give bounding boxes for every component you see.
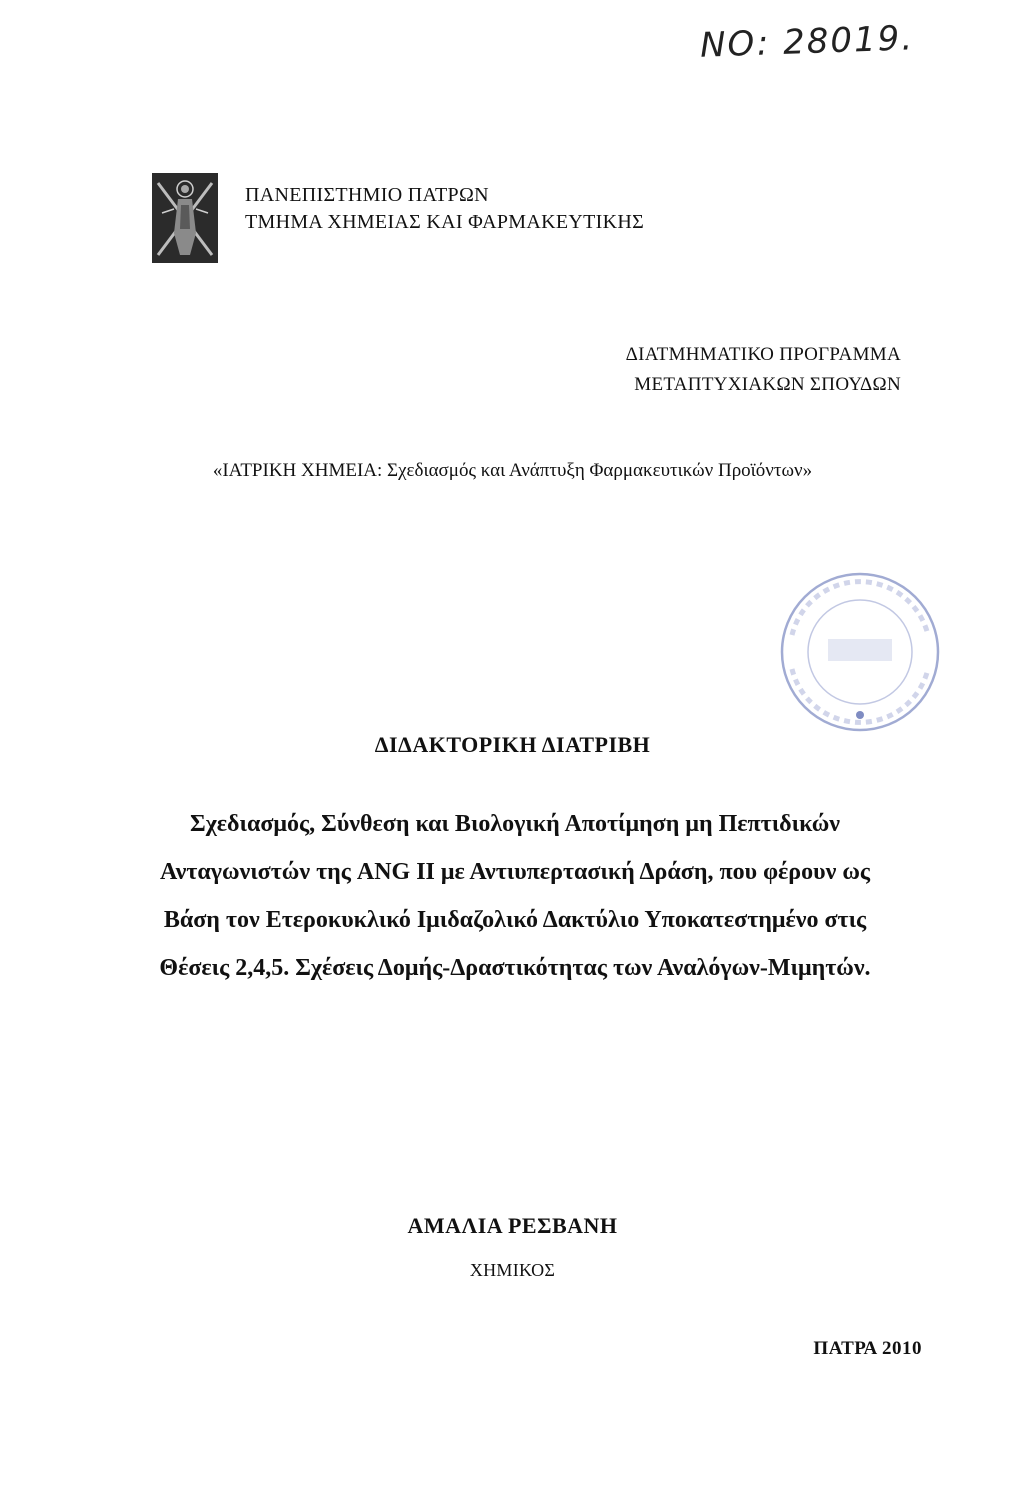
thesis-title-line-1: Σχεδιασμός, Σύνθεση και Βιολογική Αποτίμηση μη Πεπτιδικών [190, 811, 840, 837]
thesis-title [100, 800, 930, 992]
handwritten-registration-number: NO: 28019. [699, 18, 915, 66]
thesis-title-line-2: Ανταγωνιστών της ANG II με Αντιυπερτασική Δράση, που φέρουν ως [160, 859, 870, 885]
university-name: ΠΑΝΕΠΙΣΤΗΜΙΟ ΠΑΤΡΩΝ [245, 184, 489, 206]
thesis-type: ΔΙΔΑΚΤΟΡΙΚΗ ΔΙΑΤΡΙΒΗ [374, 732, 651, 757]
program-line-1: ΔΙΑΤΜΗΜΑΤΙΚΟ ΠΡΟΓΡΑΜΜΑ [625, 344, 901, 365]
university-header [245, 182, 644, 236]
place-date: ΠΑΤΡΑ 2010 [813, 1338, 922, 1359]
author-profession: ΧΗΜΙΚΟΣ [469, 1260, 556, 1280]
author-name: ΑΜΑΛΙΑ ΡΕΣΒΑΝΗ [407, 1213, 618, 1238]
thesis-title-line-3: Βάση τον Ετεροκυκλικό Ιμιδαζολικό Δακτύλιο Υποκατεστημένο στις [163, 907, 867, 933]
program-line-2: ΜΕΤΑΠΤΥΧΙΑΚΩΝ ΣΠΟΥΔΩΝ [634, 374, 901, 395]
library-stamp-icon [770, 565, 950, 740]
program-title: «ΙΑΤΡΙΚΗ ΧΗΜΕΙΑ: Σχεδιασμός και Ανάπτυξη Φαρμακευτικών Προϊόντων» [212, 460, 813, 481]
thesis-title-line-4: Θέσεις 2,4,5. Σχέσεις Δομής-Δραστικότητας των Αναλόγων-Μιμητών. [159, 955, 871, 981]
department-name: ΤΜΗΜΑ ΧΗΜΕΙΑΣ ΚΑΙ ΦΑΡΜΑΚΕΥΤΙΚΗΣ [245, 211, 645, 233]
program-block [626, 340, 901, 400]
university-seal-icon [152, 173, 218, 263]
